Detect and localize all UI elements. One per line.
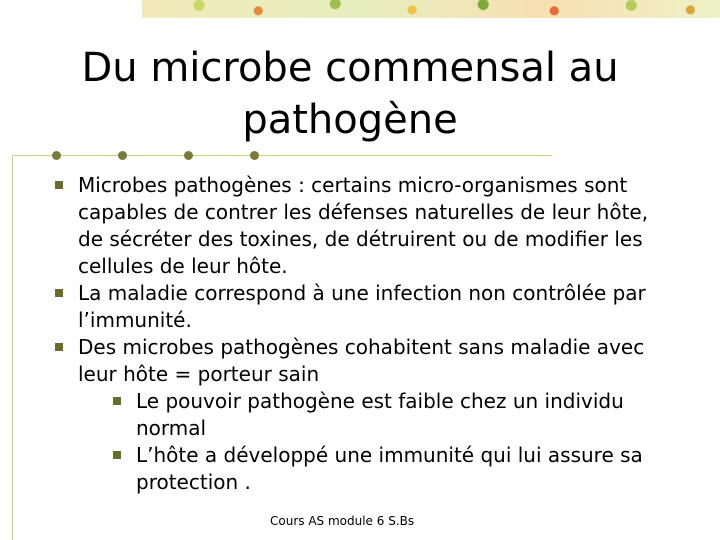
square-bullet-icon (113, 397, 121, 405)
bullet-text: Microbes pathogènes : certains micro-organismes sont capables de contrer les défenses naturelles de leur hôte, de sécréter des toxines, de détruirent ou de modifier les cellules de leur hôte. (78, 173, 649, 278)
divider-dot (52, 151, 61, 160)
divider-line (12, 155, 552, 156)
sub-bullet-item (108, 442, 670, 496)
square-bullet-icon (55, 289, 63, 297)
square-bullet-icon (55, 343, 63, 351)
divider-dot (118, 151, 127, 160)
banner-corner (128, 0, 142, 18)
slide-title: Du microbe commensal au pathogène (81, 45, 619, 143)
divider-dot (250, 151, 259, 160)
square-bullet-icon (55, 181, 63, 189)
decorative-banner (128, 0, 720, 18)
bullet-item (50, 334, 670, 496)
sub-bullet-text: L’hôte a développé une immunité qui lui assure sa protection . (136, 443, 643, 494)
bullet-item (50, 280, 670, 334)
side-line (12, 155, 13, 540)
sub-bullet-text: Le pouvoir pathogène est faible chez un individu normal (136, 389, 624, 440)
sub-bullet-item (108, 388, 670, 442)
square-bullet-icon (113, 451, 121, 459)
bullet-list (50, 172, 670, 496)
slide-footer: Cours AS module 6 S.Bs (270, 514, 415, 528)
sub-bullet-list (78, 388, 670, 496)
bullet-item (50, 172, 670, 280)
divider-dot (184, 151, 193, 160)
bullet-text: La maladie correspond à une infection non contrôlée par l’immunité. (78, 281, 646, 332)
bullet-text: Des microbes pathogènes cohabitent sans maladie avec leur hôte = porteur sain (78, 335, 645, 386)
